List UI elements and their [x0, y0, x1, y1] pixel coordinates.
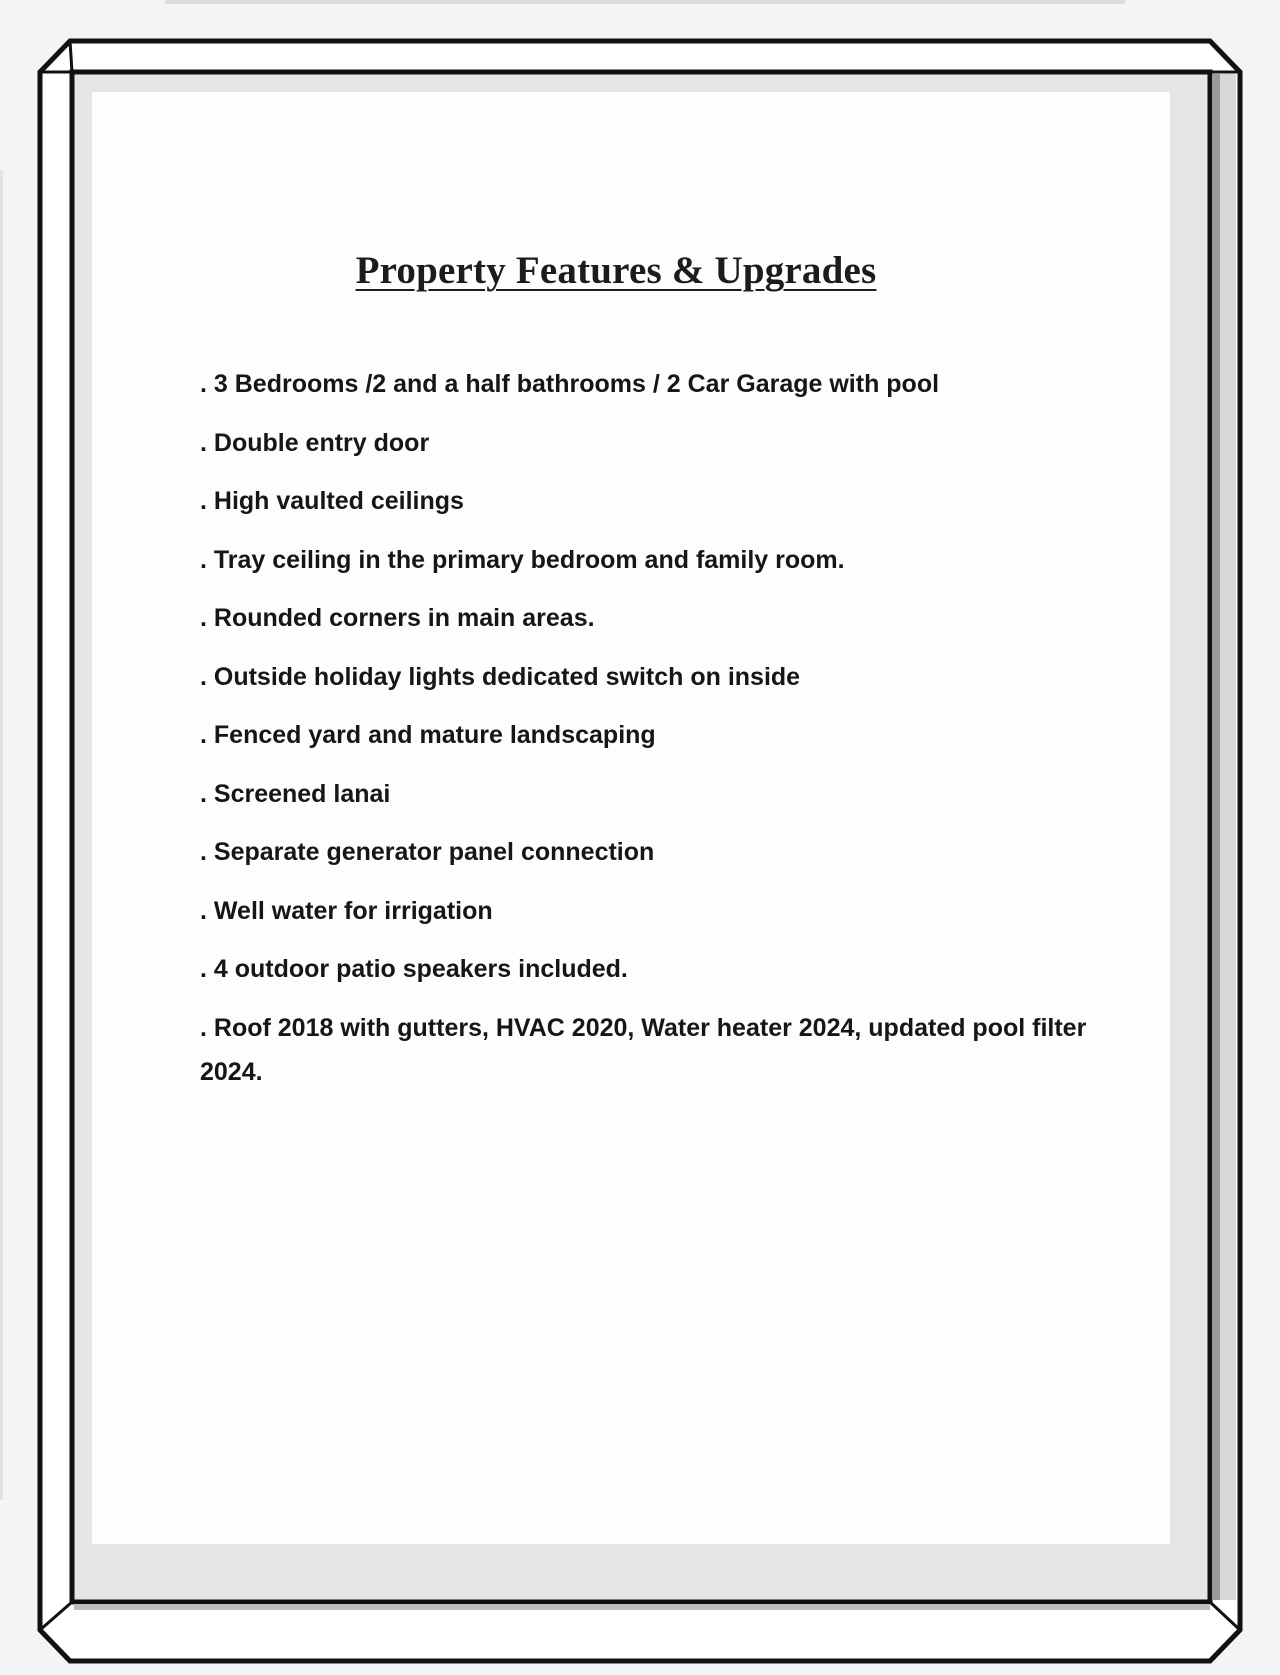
list-item: . Roof 2018 with gutters, HVAC 2020, Water heater 2024, updated pool filter 2024.	[200, 1013, 1087, 1086]
list-item: . High vaulted ceilings	[200, 487, 464, 515]
list-item: . Rounded corners in main areas.	[200, 604, 595, 632]
list-item: . Fenced yard and mature landscaping	[200, 721, 656, 749]
list-item: . Tray ceiling in the primary bedroom and family room.	[200, 545, 845, 574]
list-item: . Screened lanai	[200, 779, 391, 808]
list-item: . Well water for irrigation	[200, 896, 493, 925]
frame-bottom-shadow	[74, 1604, 1210, 1610]
frame-right-shadow-dark	[1212, 74, 1220, 1600]
list-item: . 4 outdoor patio speakers included.	[200, 955, 628, 983]
bevel-top-left-diag	[70, 41, 72, 72]
list-item: . Separate generator panel connection	[200, 838, 655, 866]
list-item: . Double entry door	[200, 428, 430, 457]
list-item: . Outside holiday lights dedicated switch on inside	[200, 662, 801, 691]
document-title: Property Features & Upgrades	[355, 249, 877, 292]
feature-list	[200, 362, 1100, 1094]
list-item: . 3 Bedrooms /2 and a half bathrooms / 2 Car Garage with pool	[200, 370, 940, 398]
